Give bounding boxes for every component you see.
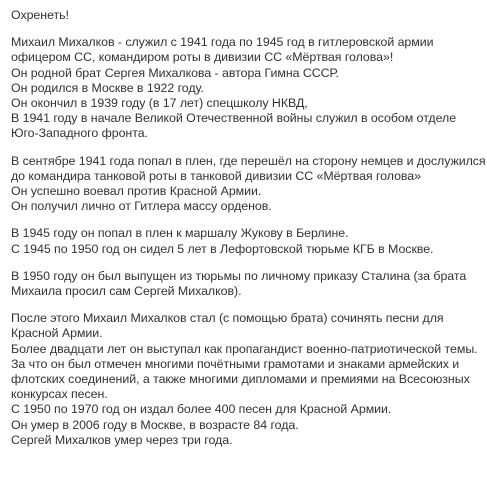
text-line: Более двадцати лет он выступал как пропагандист военно-патриотической темы. [11, 341, 478, 356]
paragraph-captivity [11, 153, 486, 215]
paragraph-biography [11, 35, 483, 141]
text-line: В сентябре 1941 года попал в плен, где перешёл на сторону немцев и дослужился [11, 153, 486, 168]
text-line: Михаила просил сам Сергей Михалков). [11, 284, 242, 299]
text-line: конкурсах песен. [11, 387, 108, 402]
text-line: флотских соединений, а также многими дипломами и премиями на Всесоюзных [11, 372, 470, 387]
text-line: Он окончил в 1939 году (в 17 лет) спецшколу НКВД, [11, 96, 308, 111]
text-line: В 1941 году в начале Великой Отечественной войны служил в особом отделе [11, 111, 457, 126]
text-line: С 1950 по 1970 год он издал более 400 песен для Красной Армии. [11, 402, 392, 417]
text-line: до командира танковой роты в танковой дивизии СС «Мёртвая голова» [11, 168, 421, 183]
text-line: За что он был отмечен многими почётными грамотами и знаками армейских и [11, 356, 460, 371]
text-line: Красной Армии. [11, 326, 103, 341]
text-line: После этого Михаил Михалков стал (с помощью брата) сочинять песни для [11, 311, 444, 326]
text-line: Он родился в Москве в 1922 году. [11, 80, 204, 95]
text-line: Он родной брат Сергея Михалкова - автора Гимна СССР. [11, 65, 339, 80]
paragraph-1945 [11, 226, 483, 256]
text-line: офицером СС, командиром роты в дивизии СС «Мёртвая голова»! [11, 50, 394, 65]
text-line: Он получил лично от Гитлера массу орденов. [11, 199, 272, 214]
paragraph-songs [11, 311, 483, 448]
text-line: В 1950 году он был выпущен из тюрьмы по личному приказу Сталина (за брата [11, 268, 467, 283]
text-line: Михаил Михалков - служил с 1941 года по 1945 год в гитлеровской армии [11, 35, 434, 50]
text-line: Он умер в 2006 году в Москве, в возрасте 84 года. [11, 417, 299, 432]
text-line: В 1945 году он попал в плен к маршалу Жукову в Берлине. [11, 226, 349, 241]
paragraph-exclamation [11, 8, 483, 23]
paragraph-1950 [11, 269, 483, 299]
post-text [11, 8, 486, 460]
text-line: Он успешно воевал против Красной Армии. [11, 184, 262, 199]
text-line: С 1945 по 1950 год он сидел 5 лет в Лефортовской тюрьме КГБ в Москве. [11, 241, 434, 256]
text-line: Юго-Западного фронта. [11, 126, 148, 141]
text-line: Охренеть! [11, 8, 69, 22]
text-line: Сергей Михалков умер через три года. [11, 432, 233, 447]
